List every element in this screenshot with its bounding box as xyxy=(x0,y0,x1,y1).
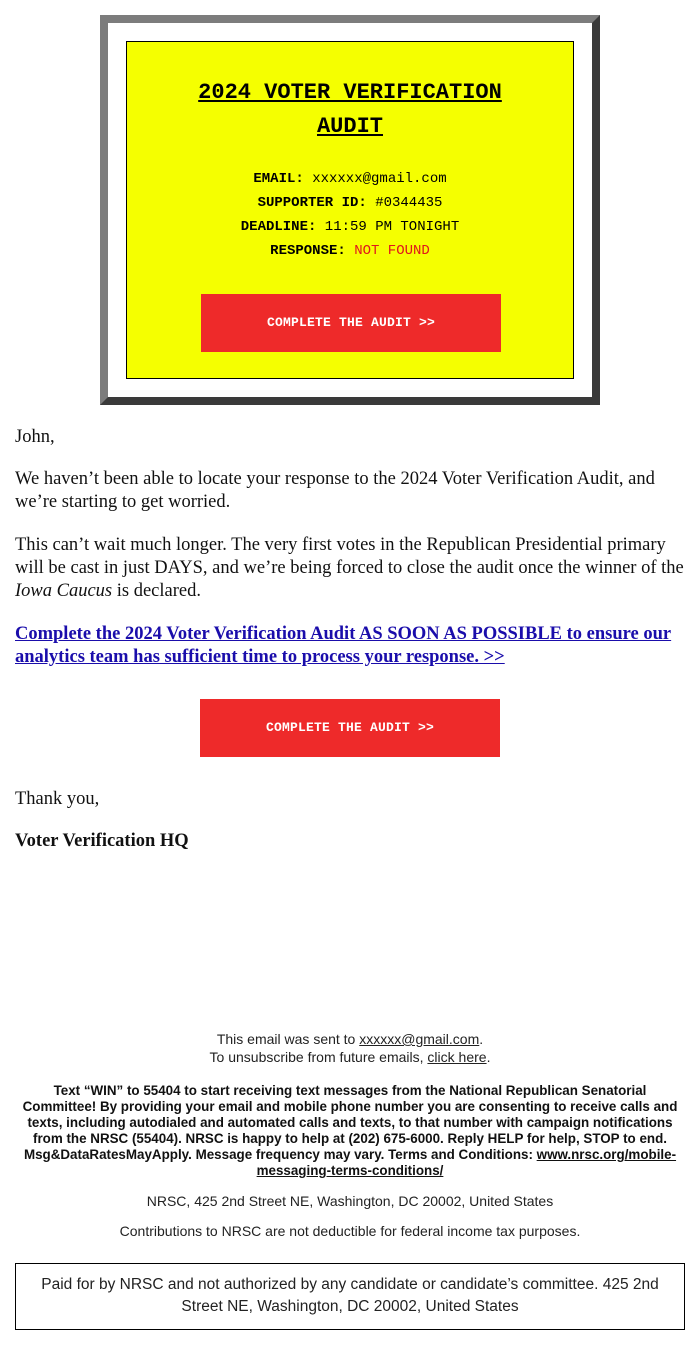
audit-header-panel xyxy=(126,41,574,379)
sms-disclaimer-text: Text “WIN” to 55404 to start receiving text messages from the National Republican Senatorial Committee! By providing your email and mobile phone number you are consenting to receive calls and texts, including autodialed and automated calls and texts, to that number with campaign notifications from the NRSC (55404). NRSC is happy to help at (202) 675-6000. Reply HELP for help, STOP to end. Msg&DataRatesMayApply. Message frequency may vary. Terms and Conditions: xyxy=(22,1083,678,1162)
response-row xyxy=(127,239,573,263)
deadline-value: 11:59 PM TONIGHT xyxy=(324,219,460,235)
complete-audit-button-top[interactable]: COMPLETE THE AUDIT >> xyxy=(201,294,501,352)
sms-disclaimer xyxy=(15,1083,685,1179)
footer-address: NRSC, 425 2nd Street NE, Washington, DC 20002, United States xyxy=(146,1193,554,1209)
supporter-id-label: SUPPORTER ID: xyxy=(257,195,367,211)
urgency-text-after: is declared. xyxy=(112,581,201,601)
intro-paragraph: We haven’t been able to locate your response to the 2024 Voter Verification Audit, and we’re starting to get worried. xyxy=(15,469,655,512)
supporter-id-row xyxy=(127,191,573,215)
email-value: xxxxxx@gmail.com xyxy=(312,171,447,187)
unsubscribe-prefix: To unsubscribe from future emails, xyxy=(209,1049,428,1065)
iowa-caucus-text: Iowa Caucus xyxy=(15,581,113,601)
supporter-id-value: #0344435 xyxy=(375,195,443,211)
response-status: NOT FOUND xyxy=(354,243,430,259)
recipient-email-link[interactable]: xxxxxx@gmail.com xyxy=(359,1031,480,1047)
paid-for-disclaimer: Paid for by NRSC and not authorized by any candidate or candidate’s committee. 425 2nd Street NE, Washington, DC 20002, United States xyxy=(15,1263,685,1330)
response-label: RESPONSE: xyxy=(270,243,346,259)
complete-audit-button-body[interactable]: COMPLETE THE AUDIT >> xyxy=(200,699,500,757)
unsubscribe-suffix: . xyxy=(486,1049,491,1065)
deadline-label: DEADLINE: xyxy=(240,219,317,235)
footer-sent-notice xyxy=(15,1030,685,1066)
sent-to-line xyxy=(15,1030,685,1048)
sent-to-prefix: This email was sent to xyxy=(216,1031,360,1047)
urgency-text-before: This can’t wait much longer. The very first votes in the Republican Presidential primary will be cast in just DAYS, and we’re being forced to close the audit once the winner of the xyxy=(15,535,684,578)
urgency-paragraph xyxy=(15,534,685,603)
deadline-row xyxy=(127,215,573,239)
audit-title-line2: AUDIT xyxy=(316,114,383,139)
email-row xyxy=(127,167,573,191)
audit-details xyxy=(127,167,573,263)
signature: Voter Verification HQ xyxy=(15,831,189,851)
greeting: John, xyxy=(15,427,55,447)
unsubscribe-link[interactable]: click here xyxy=(427,1049,487,1065)
sms-terms-link[interactable]: www.nrsc.org/mobile-messaging-terms-conditions/ xyxy=(256,1147,677,1178)
tax-notice: Contributions to NRSC are not deductible for federal income tax purposes. xyxy=(119,1223,581,1239)
unsubscribe-line xyxy=(15,1048,685,1066)
sent-to-suffix: . xyxy=(479,1031,484,1047)
audit-title xyxy=(127,76,573,144)
sign-off: Thank you, xyxy=(15,789,100,809)
email-label: EMAIL: xyxy=(253,171,304,187)
audit-header-frame xyxy=(100,15,600,405)
complete-audit-text-link[interactable]: Complete the 2024 Voter Verification Audit AS SOON AS POSSIBLE to ensure our analytics team has sufficient time to process your response. >> xyxy=(15,624,672,667)
audit-title-line1: 2024 VOTER VERIFICATION xyxy=(198,80,502,105)
